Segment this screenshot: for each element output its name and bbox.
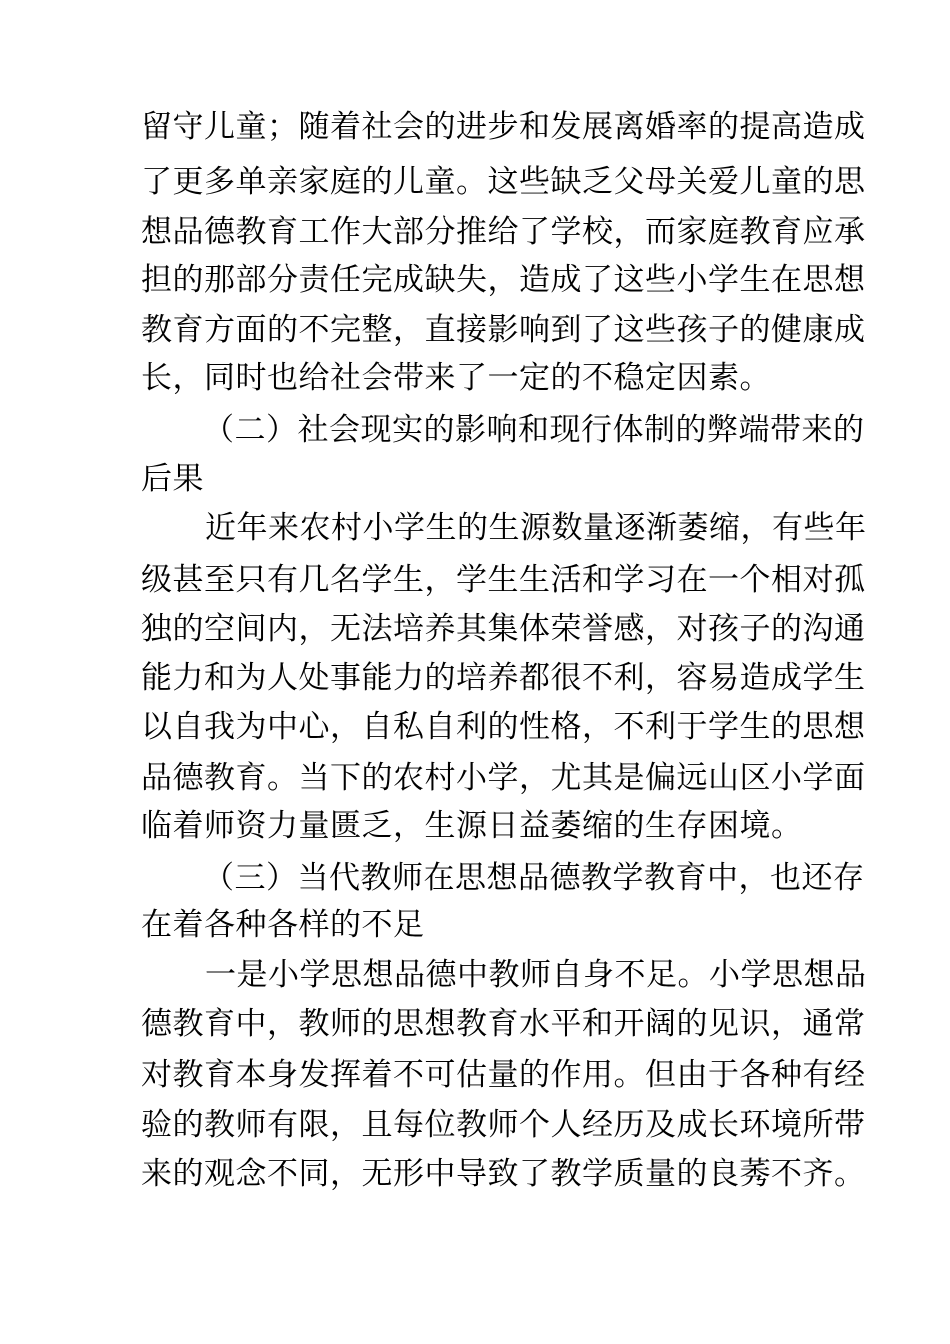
- paragraph-2-line-1: 近年来农村小学生的生源数量逐渐萎缩，有些年: [205, 510, 867, 546]
- paragraph-1-line-5: 教育方面的不完整，直接影响到了这些孩子的健康成: [141, 312, 866, 348]
- section-heading-2-line-2: 后果: [141, 461, 204, 497]
- paragraph-2-line-6: 品德教育。当下的农村小学，尤其是偏远山区小学面: [141, 760, 866, 796]
- paragraph-3-line-4: 验的教师有限，且每位教师个人经历及成长环境所带: [141, 1107, 866, 1143]
- paragraph-2-line-2: 级甚至只有几名学生，学生生活和学习在一个相对孤: [141, 562, 866, 598]
- paragraph-1-line-2: 了更多单亲家庭的儿童。这些缺乏父母关爱儿童的思: [141, 164, 866, 200]
- section-heading-3-line-2: 在着各种各样的不足: [141, 907, 425, 943]
- section-heading-2-line-1: （二）社会现实的影响和现行体制的弊端带来的: [203, 412, 865, 448]
- section-heading-3-line-1: （三）当代教师在思想品德教学教育中，也还存: [203, 860, 865, 896]
- paragraph-2-line-4: 能力和为人处事能力的培养都很不利，容易造成学生: [141, 660, 866, 696]
- paragraph-3-line-5: 来的观念不同，无形中导致了教学质量的良莠不齐。: [141, 1156, 866, 1192]
- paragraph-3-line-2: 德教育中，教师的思想教育水平和开阔的见识，通常: [141, 1006, 866, 1042]
- paragraph-2-line-3: 独的空间内，无法培养其集体荣誉感，对孩子的沟通: [141, 611, 866, 647]
- paragraph-3-line-3: 对教育本身发挥着不可估量的作用。但由于各种有经: [141, 1057, 866, 1093]
- paragraph-2-line-5: 以自我为中心，自私自利的性格，不利于学生的思想: [141, 709, 866, 745]
- paragraph-2-line-7: 临着师资力量匮乏，生源日益萎缩的生存困境。: [141, 808, 803, 844]
- paragraph-1-line-6: 长，同时也给社会带来了一定的不稳定因素。: [141, 360, 771, 396]
- paragraph-1-line-4: 担的那部分责任完成缺失，造成了这些小学生在思想: [141, 262, 866, 298]
- paragraph-1-line-1: 留守儿童；随着社会的进步和发展离婚率的提高造成: [141, 109, 866, 145]
- paragraph-1-line-3: 想品德教育工作大部分推给了学校，而家庭教育应承: [141, 214, 866, 250]
- paragraph-3-line-1: 一是小学思想品德中教师自身不足。小学思想品: [205, 957, 867, 993]
